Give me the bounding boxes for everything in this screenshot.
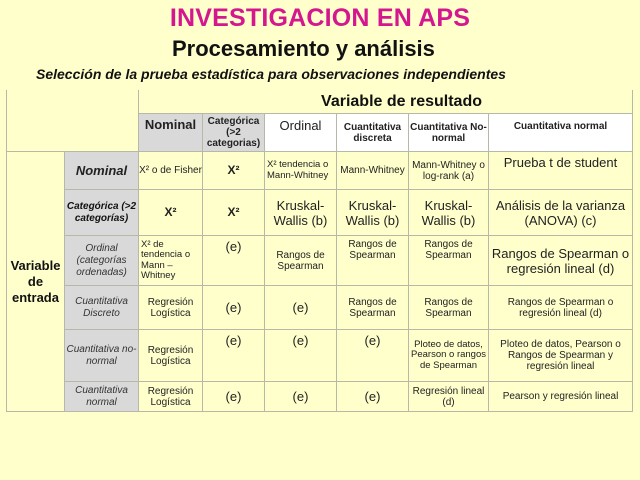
cell-normal-normal: Pearson y regresión lineal xyxy=(489,382,633,412)
outcome-variable-header: Variable de resultado xyxy=(139,90,633,114)
cell-no-normal-discreta: (e) xyxy=(337,330,409,382)
cell-categorica-discreta: Kruskal-Wallis (b) xyxy=(337,190,409,236)
cell-ordinal-no-normal: Rangos de Spearman xyxy=(409,236,489,286)
row-header-cuantitativa-normal: Cuantitativa normal xyxy=(65,382,139,412)
cell-nominal-discreta: Mann-Whitney xyxy=(337,152,409,190)
cell-no-normal-normal: Ploteo de datos, Pearson o Rangos de Spearman y regresión lineal xyxy=(489,330,633,382)
cell-normal-nominal: Regresión Logística xyxy=(139,382,203,412)
cell-categorica-normal: Análisis de la varianza (ANOVA) (c) xyxy=(489,190,633,236)
row-header-nominal: Nominal xyxy=(65,152,139,190)
cell-ordinal-nominal: X² de tendencia o Mann – Whitney xyxy=(139,236,203,286)
row-header-cuantitativa-no-normal: Cuantitativa no-normal xyxy=(65,330,139,382)
cell-normal-discreta: (e) xyxy=(337,382,409,412)
cell-ordinal-normal: Rangos de Spearman o regresión lineal (d) xyxy=(489,236,633,286)
cell-normal-no-normal: Regresión lineal (d) xyxy=(409,382,489,412)
cell-discreto-nominal: Regresión Logística xyxy=(139,286,203,330)
cell-no-normal-categorica: (e) xyxy=(203,330,265,382)
statistical-test-table xyxy=(6,90,633,412)
col-header-cuantitativa-normal: Cuantitativa normal xyxy=(489,114,633,152)
slide-caption: Selección de la prueba estadística para observaciones independientes xyxy=(36,66,506,82)
col-header-ordinal: Ordinal xyxy=(265,114,337,152)
cell-discreto-categorica: (e) xyxy=(203,286,265,330)
cell-nominal-categorica: X² xyxy=(203,152,265,190)
input-variable-header: Variable de entrada xyxy=(7,152,65,412)
col-header-cuantitativa-no-normal: Cuantitativa No-normal xyxy=(409,114,489,152)
cell-categorica-nominal: X² xyxy=(139,190,203,236)
cell-no-normal-no-normal: Ploteo de datos, Pearson o rangos de Spearman xyxy=(409,330,489,382)
cell-nominal-normal: Prueba t de student xyxy=(489,152,633,190)
cell-discreto-normal: Rangos de Spearman o regresión lineal (d) xyxy=(489,286,633,330)
cell-categorica-no-normal: Kruskal-Wallis (b) xyxy=(409,190,489,236)
cell-categorica-ordinal: Kruskal-Wallis (b) xyxy=(265,190,337,236)
cell-discreto-discreta: Rangos de Spearman xyxy=(337,286,409,330)
cell-ordinal-discreta: Rangos de Spearman xyxy=(337,236,409,286)
cell-nominal-no-normal: Mann-Whitney o log-rank (a) xyxy=(409,152,489,190)
cell-nominal-ordinal: X² tendencia o Mann-Whitney xyxy=(265,152,337,190)
col-header-categorica: Categórica (>2 categorias) xyxy=(203,114,265,152)
cell-discreto-no-normal: Rangos de Spearman xyxy=(409,286,489,330)
cell-normal-categorica: (e) xyxy=(203,382,265,412)
cell-categorica-categorica: X² xyxy=(203,190,265,236)
col-header-cuantitativa-discreta: Cuantitativa discreta xyxy=(337,114,409,152)
cell-no-normal-ordinal: (e) xyxy=(265,330,337,382)
cell-no-normal-nominal: Regresión Logística xyxy=(139,330,203,382)
row-header-categorica: Categórica (>2 categorías) xyxy=(65,190,139,236)
row-header-ordinal: Ordinal (categorías ordenadas) xyxy=(65,236,139,286)
cell-discreto-ordinal: (e) xyxy=(265,286,337,330)
col-header-nominal: Nominal xyxy=(139,114,203,152)
cell-normal-ordinal: (e) xyxy=(265,382,337,412)
slide-title: INVESTIGACION EN APS xyxy=(169,4,471,32)
cell-ordinal-ordinal: Rangos de Spearman xyxy=(265,236,337,286)
cell-ordinal-categorica: (e) xyxy=(203,236,265,286)
slide-subtitle: Procesamiento y análisis xyxy=(172,36,435,61)
table-corner-cell xyxy=(7,90,139,152)
cell-nominal-nominal: X² o de Fisher xyxy=(139,152,203,190)
row-header-cuantitativa-discreto: Cuantitativa Discreto xyxy=(65,286,139,330)
